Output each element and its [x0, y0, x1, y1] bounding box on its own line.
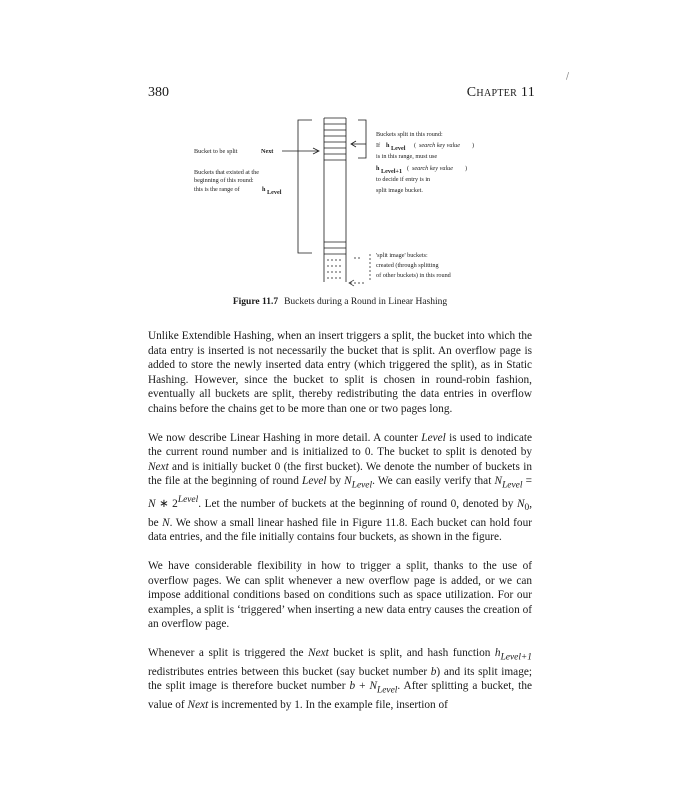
image-note-line2: created (through splitting	[376, 262, 439, 269]
next-label: Bucket to be split	[194, 148, 238, 155]
split-range-bracket	[358, 120, 366, 158]
split-note-line5: to decide if entry is in	[376, 176, 431, 183]
figure-caption-label: Figure 11.7	[232, 297, 279, 307]
image-note-line1: 'split image' buckets:	[376, 252, 428, 259]
paragraph-4	[148, 646, 532, 713]
p4-h: h	[494, 646, 501, 659]
split-note-h2: h	[376, 165, 380, 172]
p4-g: is incremented by 1. In the example file, insertion of	[208, 699, 448, 712]
p2-n3: N	[148, 497, 156, 510]
existing-note-line3: this is the range of	[194, 186, 240, 193]
chapter-heading: Chapter 11	[466, 85, 535, 100]
p2-f: =	[522, 475, 532, 488]
split-note-h: h	[386, 142, 390, 149]
p4-b2: b	[349, 680, 356, 693]
split-note-paren-open: (	[414, 142, 417, 149]
p2-j: . We show a small linear hashed file in Figure 11.8. Each bucket can hold four data entries, and the file initially contains four buckets, as shown in the figure.	[148, 516, 532, 544]
p2-a: We now describe Linear Hashing in more detail. A counter	[148, 431, 422, 444]
p4-c: redistributes entries between this bucket (say bucket number	[148, 665, 431, 678]
p2-c: and is initially bucket 0 (the first bucket). We denote the number of buckets in the file at the beginning of round	[148, 460, 532, 488]
split-note-paren2-open: (	[407, 165, 410, 172]
p2-level: Level	[421, 431, 446, 444]
p2-b: is used to indicate the current round number and is initialized to 0. The bucket to split is denoted by	[148, 431, 532, 459]
p2-h: . Let the number of buckets at the beginning of round 0, denoted by	[198, 497, 517, 510]
split-note-h2-sub: Level+1	[381, 168, 403, 175]
split-note-skv2: search key value	[412, 165, 453, 172]
p4-e: +	[355, 680, 370, 693]
p2-sub2: Level	[502, 480, 523, 491]
image-note-line3: of other buckets) in this round	[376, 272, 451, 279]
p4-next: Next	[308, 646, 329, 659]
p2-sub0: 0	[524, 503, 530, 514]
p2-d: by	[326, 475, 345, 488]
p2-n1: N	[344, 475, 352, 488]
p4-sub2: Level	[377, 685, 398, 696]
existing-note-line1: Buckets that existed at the	[194, 169, 259, 176]
p2-n4: N	[162, 516, 170, 529]
figure-caption	[0, 297, 680, 307]
p2-i: , be	[148, 497, 533, 529]
split-note-paren-close: )	[472, 142, 475, 149]
p4-f: . After splitting a bucket, the value of	[148, 680, 532, 712]
p2-next: Next	[148, 460, 169, 473]
split-note-if: If	[376, 142, 381, 149]
p2-sup1: Level	[177, 495, 199, 506]
p2-level2: Level	[302, 475, 327, 488]
page-number: 380	[148, 85, 169, 100]
existing-h: h	[262, 186, 266, 193]
p2-e: . We can easily verify that	[372, 475, 495, 488]
p4-n: N	[369, 680, 377, 693]
split-note-paren2-close: )	[465, 165, 468, 172]
paragraph-1: Unlike Extendible Hashing, when an insert triggers a split, the bucket into which the data entry is inserted is not necessarily the bucket that is split. An overflow page is added to store the newly inserted data entry (which triggered the split), as in Static Hashing. However, since the bucket to split is chosen in round-robin fashion, eventually all buckets are split, thereby redistributing the data entries in overflow chains before the chains get to be more than one or two pages long.	[148, 330, 532, 415]
p2-g: ∗ 2	[155, 497, 178, 510]
p4-sub1: Level+1	[500, 652, 532, 663]
existing-note-line2: beginning of this round:	[194, 177, 254, 184]
p4-b: bucket is split, and hash function	[328, 646, 495, 659]
split-note-line3: is in this range, must use	[376, 153, 438, 160]
figure-caption-text: Buckets during a Round in Linear Hashing	[284, 297, 448, 307]
p4-a: Whenever a split is triggered the	[148, 646, 309, 659]
body-text	[148, 329, 532, 727]
figure-linear-hashing-round	[0, 0, 680, 300]
existing-range-bracket	[298, 120, 312, 253]
p2-sub1: Level	[351, 480, 373, 491]
p2-n2: N	[494, 475, 503, 488]
stray-mark: /	[566, 72, 570, 82]
existing-h-sub: Level	[267, 189, 282, 196]
p2-n0: N	[516, 497, 525, 510]
p4-d: ) and its split image; the split image is therefore bucket number	[148, 665, 532, 693]
next-word: Next	[261, 148, 274, 155]
split-note-line6: split image bucket.	[376, 187, 423, 194]
p4-next2: Next	[187, 699, 209, 712]
split-note-skv: search key value	[419, 142, 460, 149]
p4-b1: b	[430, 665, 437, 678]
paragraph-3: We have considerable flexibility in how to trigger a split, thanks to the use of overflow pages. We can split whenever a new overflow page is added, or we can impose additional conditions based on conditions such as space utilization. For our examples, a split is ‘triggered’ when inserting a new data entry causes the creation of an overflow page.	[148, 559, 532, 631]
split-image-buckets	[327, 254, 370, 283]
split-note-line1: Buckets split in this round:	[376, 131, 443, 138]
split-note-h-sub: Level	[391, 145, 406, 152]
paragraph-2	[148, 431, 532, 545]
